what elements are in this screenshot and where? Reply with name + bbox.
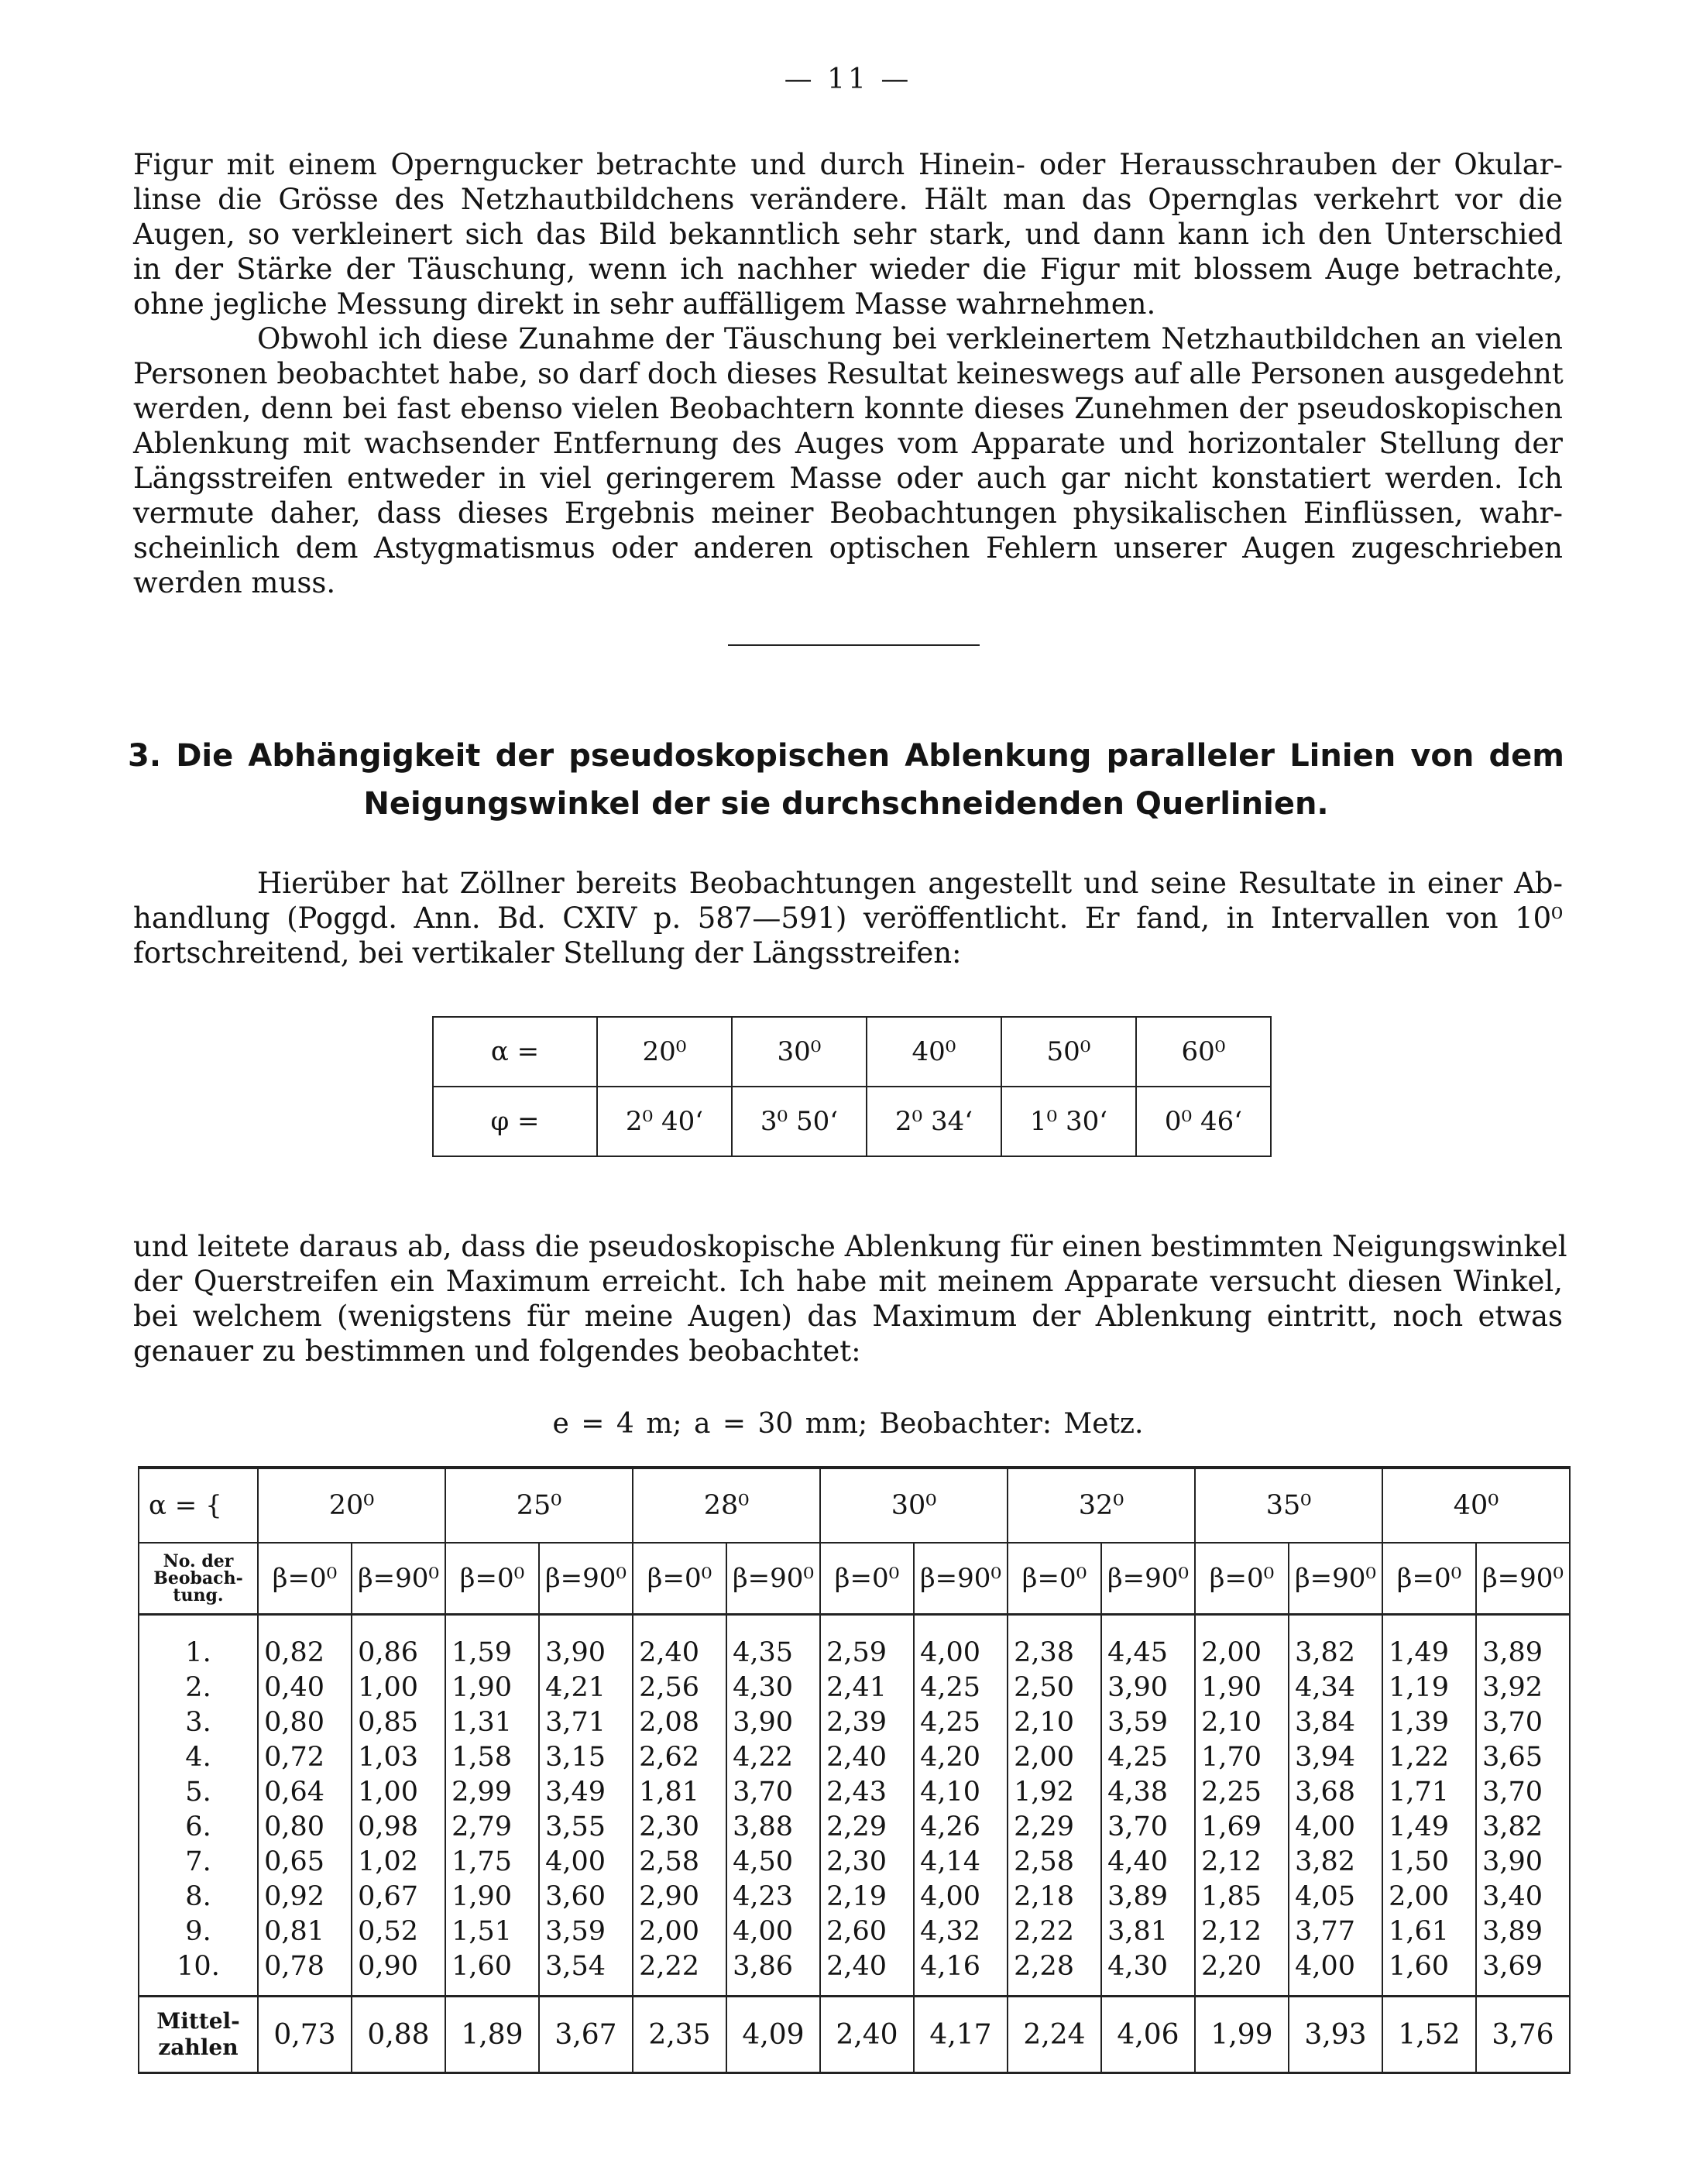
table-cell: 3,68 — [1289, 1775, 1382, 1810]
paragraph-4 — [133, 1229, 1567, 1368]
table-cell: 4,30 — [726, 1671, 820, 1705]
table-cell: 3,89 — [1101, 1880, 1195, 1914]
table-cell: 3,59 — [1101, 1705, 1195, 1740]
table-cell: 0,82 — [258, 1615, 352, 1671]
text-line: fortschreitend, bei vertikaler Stellung der Längsstreifen: — [133, 936, 962, 970]
table-cell: 3,70 — [1476, 1775, 1570, 1810]
table-cell: 0,52 — [352, 1914, 445, 1949]
table-cell: 3,70 — [726, 1775, 820, 1810]
beta-0-header: β=0⁰ — [1382, 1543, 1476, 1615]
table-cell: 4,00 — [726, 1914, 820, 1949]
table-cell: 1,85 — [1195, 1880, 1289, 1914]
table-cell: 1,02 — [352, 1845, 445, 1880]
table-cell: 4,25 — [914, 1671, 1008, 1705]
table-cell: 1,39 — [1382, 1705, 1476, 1740]
text-line: scheinlich dem Astygmatismus oder anderen optischen Fehlern unserer Augen zugeschrieben — [133, 531, 1563, 565]
beta-0-header: β=0⁰ — [258, 1543, 352, 1615]
table-cell: 3,90 — [1101, 1671, 1195, 1705]
table-row — [139, 1880, 1570, 1914]
table-cell: 3,60 — [539, 1880, 633, 1914]
table-row — [139, 1671, 1570, 1705]
table-cell: 4,00 — [914, 1615, 1008, 1671]
table-cell: 3,86 — [726, 1949, 820, 1997]
mean-value: 3,76 — [1476, 1997, 1570, 2073]
table-cell: 4,50 — [726, 1845, 820, 1880]
text-line: werden, denn bei fast ebenso vielen Beobachtern konnte dieses Zunehmen der pseudoskopischen — [133, 392, 1563, 425]
table-row — [139, 1810, 1570, 1845]
section-heading-line-1: 3. Die Abhängigkeit der pseudoskopischen Ablenkung paralleler Linien von dem — [128, 738, 1564, 774]
observation-number-header: No. der Beobach-tung. — [139, 1543, 258, 1615]
table-cell: 4,23 — [726, 1880, 820, 1914]
table-cell: 4,21 — [539, 1671, 633, 1705]
table-cell: 0,85 — [352, 1705, 445, 1740]
mean-value: 3,93 — [1289, 1997, 1382, 2073]
text-line: werden muss. — [133, 566, 336, 599]
table-cell: 4,22 — [726, 1740, 820, 1775]
table-cell: 2,41 — [820, 1671, 914, 1705]
table-cell: 4,35 — [726, 1615, 820, 1671]
table-cell: 1,71 — [1382, 1775, 1476, 1810]
table-cell: 4,10 — [914, 1775, 1008, 1810]
text-line: Augen, so verkleinert sich das Bild bekanntlich sehr stark, und dann kann ich den Unterschied — [133, 218, 1563, 251]
table-cell: 0,86 — [352, 1615, 445, 1671]
mean-value: 2,24 — [1008, 1997, 1101, 2073]
table-cell: 4,00 — [914, 1880, 1008, 1914]
table-cell: 2,28 — [1008, 1949, 1101, 1997]
mean-value: 2,35 — [633, 1997, 726, 2073]
text-line: in der Stärke der Täuschung, wenn ich nachher wieder die Figur mit blossem Auge betrachte, — [133, 252, 1563, 286]
table-cell: 0,67 — [352, 1880, 445, 1914]
angle-header: 28⁰ — [633, 1468, 820, 1543]
mean-value: 0,73 — [258, 1997, 352, 2073]
beta-0-header: β=0⁰ — [1195, 1543, 1289, 1615]
table-cell: 0,92 — [258, 1880, 352, 1914]
mean-value: 1,52 — [1382, 1997, 1476, 2073]
table-row — [139, 1705, 1570, 1740]
table-cell: 1,00 — [352, 1775, 445, 1810]
table-cell: 2,43 — [820, 1775, 914, 1810]
table-cell: 3,54 — [539, 1949, 633, 1997]
beta-0-header: β=0⁰ — [445, 1543, 539, 1615]
table-cell: 2,00 — [1195, 1615, 1289, 1671]
table-cell: 2,58 — [1008, 1845, 1101, 1880]
beta-90-header: β=90⁰ — [352, 1543, 445, 1615]
observation-number: 5. — [139, 1775, 258, 1810]
table-cell: 1,59 — [445, 1615, 539, 1671]
angle-header: 40⁰ — [1382, 1468, 1570, 1543]
beta-90-header: β=90⁰ — [1101, 1543, 1195, 1615]
table-row — [139, 1845, 1570, 1880]
text-line: handlung (Poggd. Ann. Bd. CXIV p. 587—591) veröffentlicht. Er fand, in Intervallen von 10⁰ — [133, 901, 1563, 935]
angle-header: 30⁰ — [820, 1468, 1008, 1543]
table-cell: 2,62 — [633, 1740, 726, 1775]
table-cell: 1,49 — [1382, 1615, 1476, 1671]
text-line: bei welchem (wenigstens für meine Augen) das Maximum der Ablenkung eintritt, noch etwas — [133, 1300, 1563, 1333]
table-cell: 2,08 — [633, 1705, 726, 1740]
table-cell: 2,20 — [1195, 1949, 1289, 1997]
table-cell: 2,22 — [633, 1949, 726, 1997]
zoellner-alpha-value: 30⁰ — [732, 1017, 867, 1087]
paragraph-3 — [133, 866, 1563, 970]
table-row — [139, 1775, 1570, 1810]
table-cell: 3,82 — [1289, 1615, 1382, 1671]
table-cell: 2,25 — [1195, 1775, 1289, 1810]
table-cell: 2,40 — [820, 1949, 914, 1997]
zoellner-alpha-value: 20⁰ — [597, 1017, 732, 1087]
table-cell: 3,59 — [539, 1914, 633, 1949]
table-cell: 4,40 — [1101, 1845, 1195, 1880]
table-cell: 3,90 — [1476, 1845, 1570, 1880]
table-cell: 0,98 — [352, 1810, 445, 1845]
beta-90-header: β=90⁰ — [1289, 1543, 1382, 1615]
table-cell: 2,00 — [1008, 1740, 1101, 1775]
paragraph-2 — [133, 321, 1563, 600]
table-cell: 2,29 — [820, 1810, 914, 1845]
section-heading-line-2: Neigungswinkel der sie durchschneidenden Querlinien. — [363, 786, 1329, 822]
table-cell: 2,12 — [1195, 1914, 1289, 1949]
table-cell: 3,81 — [1101, 1914, 1195, 1949]
table-cell: 1,60 — [445, 1949, 539, 1997]
table-cell: 4,32 — [914, 1914, 1008, 1949]
table-cell: 4,05 — [1289, 1880, 1382, 1914]
table-cell: 4,25 — [914, 1705, 1008, 1740]
table-cell: 2,40 — [633, 1615, 726, 1671]
mean-label: Mittel-zahlen — [139, 1997, 258, 2073]
table-cell: 1,92 — [1008, 1775, 1101, 1810]
table-cell: 1,90 — [445, 1880, 539, 1914]
observation-number: 8. — [139, 1880, 258, 1914]
observation-table — [138, 1466, 1571, 2074]
table-cell: 1,75 — [445, 1845, 539, 1880]
table-cell: 3,90 — [539, 1615, 633, 1671]
table-cell: 1,31 — [445, 1705, 539, 1740]
table-cell: 1,90 — [1195, 1671, 1289, 1705]
table-cell: 2,40 — [820, 1740, 914, 1775]
table-cell: 0,90 — [352, 1949, 445, 1997]
table-cell: 4,45 — [1101, 1615, 1195, 1671]
table-row — [139, 1914, 1570, 1949]
text-line: Längsstreifen entweder in viel geringerem Masse oder auch gar nicht konstatiert werden. Ich — [133, 462, 1563, 495]
table-cell: 4,00 — [1289, 1949, 1382, 1997]
table-cell: 2,29 — [1008, 1810, 1101, 1845]
table-cell: 1,70 — [1195, 1740, 1289, 1775]
table-cell: 1,61 — [1382, 1914, 1476, 1949]
table-cell: 2,12 — [1195, 1845, 1289, 1880]
table-cell: 3,92 — [1476, 1671, 1570, 1705]
table-cell: 1,49 — [1382, 1810, 1476, 1845]
zoellner-alpha-value: 60⁰ — [1136, 1017, 1271, 1087]
table-cell: 3,89 — [1476, 1914, 1570, 1949]
table-cell: 4,38 — [1101, 1775, 1195, 1810]
zoellner-phi-label: φ = — [433, 1087, 597, 1156]
table-cell: 4,26 — [914, 1810, 1008, 1845]
section-heading — [128, 732, 1564, 828]
table-cell: 2,58 — [633, 1845, 726, 1880]
table-cell: 4,30 — [1101, 1949, 1195, 1997]
angle-header: 32⁰ — [1008, 1468, 1195, 1543]
table-cell: 4,25 — [1101, 1740, 1195, 1775]
table-cell: 2,90 — [633, 1880, 726, 1914]
table-cell: 2,30 — [820, 1845, 914, 1880]
table-cell: 4,16 — [914, 1949, 1008, 1997]
table-cell: 2,60 — [820, 1914, 914, 1949]
alpha-label: α = { — [139, 1468, 258, 1543]
angle-header: 25⁰ — [445, 1468, 633, 1543]
table-cell: 2,56 — [633, 1671, 726, 1705]
observation-number: 3. — [139, 1705, 258, 1740]
observation-number: 7. — [139, 1845, 258, 1880]
table-row — [139, 1949, 1570, 1997]
table-cell: 1,60 — [1382, 1949, 1476, 1997]
table-cell: 3,69 — [1476, 1949, 1570, 1997]
table-cell: 2,99 — [445, 1775, 539, 1810]
mean-value: 1,89 — [445, 1997, 539, 2073]
table-cell: 0,65 — [258, 1845, 352, 1880]
observation-number: 2. — [139, 1671, 258, 1705]
text-line: vermute daher, dass dieses Ergebnis meiner Beobachtungen physikalischen Einflüssen, wahr- — [133, 496, 1563, 530]
table-cell: 1,22 — [1382, 1740, 1476, 1775]
table-cell: 2,79 — [445, 1810, 539, 1845]
table-cell: 3,70 — [1101, 1810, 1195, 1845]
table-cell: 2,39 — [820, 1705, 914, 1740]
mean-value: 3,67 — [539, 1997, 633, 2073]
experiment-parameters: e = 4 m; a = 30 mm; Beobachter: Metz. — [552, 1408, 1144, 1440]
table-cell: 2,38 — [1008, 1615, 1101, 1671]
table-cell: 1,51 — [445, 1914, 539, 1949]
table-cell: 3,84 — [1289, 1705, 1382, 1740]
mean-value: 0,88 — [352, 1997, 445, 2073]
zoellner-phi-value: 0⁰ 46‘ — [1136, 1087, 1271, 1156]
beta-0-header: β=0⁰ — [820, 1543, 914, 1615]
observation-number: 1. — [139, 1615, 258, 1671]
table-cell: 3,89 — [1476, 1615, 1570, 1671]
table-cell: 3,40 — [1476, 1880, 1570, 1914]
table-cell: 1,69 — [1195, 1810, 1289, 1845]
observation-number: 6. — [139, 1810, 258, 1845]
table-cell: 0,78 — [258, 1949, 352, 1997]
table-cell: 3,94 — [1289, 1740, 1382, 1775]
table-cell: 4,00 — [1289, 1810, 1382, 1845]
table-cell: 3,90 — [726, 1705, 820, 1740]
table-cell: 0,72 — [258, 1740, 352, 1775]
table-row — [139, 1740, 1570, 1775]
table-cell: 3,49 — [539, 1775, 633, 1810]
table-cell: 2,59 — [820, 1615, 914, 1671]
zoellner-alpha-value: 40⁰ — [867, 1017, 1001, 1087]
table-cell: 4,14 — [914, 1845, 1008, 1880]
table-cell: 1,19 — [1382, 1671, 1476, 1705]
table-cell: 0,80 — [258, 1705, 352, 1740]
mean-value: 4,06 — [1101, 1997, 1195, 2073]
table-cell: 2,50 — [1008, 1671, 1101, 1705]
angle-header: 35⁰ — [1195, 1468, 1382, 1543]
zoellner-alpha-label: α = — [433, 1017, 597, 1087]
table-cell: 3,77 — [1289, 1914, 1382, 1949]
table-cell: 2,18 — [1008, 1880, 1101, 1914]
text-line: genauer zu bestimmen und folgendes beobachtet: — [133, 1334, 861, 1368]
table-cell: 3,71 — [539, 1705, 633, 1740]
table-cell: 3,15 — [539, 1740, 633, 1775]
observation-number: 4. — [139, 1740, 258, 1775]
table-cell: 2,10 — [1008, 1705, 1101, 1740]
table-cell: 3,82 — [1476, 1810, 1570, 1845]
observation-number: 10. — [139, 1949, 258, 1997]
table-cell: 3,82 — [1289, 1845, 1382, 1880]
page-number: — 11 — — [784, 64, 912, 95]
table-cell: 0,81 — [258, 1914, 352, 1949]
mean-value: 2,40 — [820, 1997, 914, 2073]
text-line: der Querstreifen ein Maximum erreicht. Ich habe mit meinem Apparate versucht diesen Winkel, — [133, 1265, 1563, 1298]
table-cell: 2,22 — [1008, 1914, 1101, 1949]
table-cell: 0,64 — [258, 1775, 352, 1810]
table-cell: 3,70 — [1476, 1705, 1570, 1740]
table-cell: 1,00 — [352, 1671, 445, 1705]
angle-header: 20⁰ — [258, 1468, 445, 1543]
mean-value: 4,09 — [726, 1997, 820, 2073]
zoellner-alpha-value: 50⁰ — [1001, 1017, 1136, 1087]
table-cell: 3,88 — [726, 1810, 820, 1845]
section-divider — [728, 644, 980, 646]
table-cell: 1,81 — [633, 1775, 726, 1810]
table-cell: 1,50 — [1382, 1845, 1476, 1880]
text-line: linse die Grösse des Netzhautbildchens verändere. Hält man das Opernglas verkehrt vor die — [133, 183, 1563, 216]
mean-row — [139, 1997, 1570, 2073]
table-cell: 2,10 — [1195, 1705, 1289, 1740]
table-cell: 2,19 — [820, 1880, 914, 1914]
text-line: und leitete daraus ab, dass die pseudoskopische Ablenkung für einen bestimmten Neigungswinkel — [133, 1230, 1567, 1263]
table-cell: 4,34 — [1289, 1671, 1382, 1705]
text-line: ohne jegliche Messung direkt in sehr auffälligem Masse wahrnehmen. — [133, 287, 1156, 321]
beta-90-header: β=90⁰ — [1476, 1543, 1570, 1615]
table-cell: 4,20 — [914, 1740, 1008, 1775]
table-row — [139, 1615, 1570, 1671]
beta-0-header: β=0⁰ — [633, 1543, 726, 1615]
zoellner-table — [432, 1016, 1272, 1157]
text-line: Hierüber hat Zöllner bereits Beobachtungen angestellt und seine Resultate in einer Ab- — [257, 867, 1563, 900]
table-cell: 0,80 — [258, 1810, 352, 1845]
table-cell: 2,00 — [1382, 1880, 1476, 1914]
text-line: Figur mit einem Operngucker betrachte und durch Hinein- oder Herausschrauben der Okular- — [133, 148, 1563, 181]
table-cell: 3,55 — [539, 1810, 633, 1845]
text-line: Personen beobachtet habe, so darf doch dieses Resultat keineswegs auf alle Personen ausgedehnt — [133, 357, 1564, 390]
table-cell: 0,40 — [258, 1671, 352, 1705]
observation-number: 9. — [139, 1914, 258, 1949]
zoellner-phi-value: 2⁰ 40‘ — [597, 1087, 732, 1156]
mean-value: 1,99 — [1195, 1997, 1289, 2073]
table-cell: 2,00 — [633, 1914, 726, 1949]
paragraph-1 — [133, 147, 1563, 321]
table-cell: 2,30 — [633, 1810, 726, 1845]
mean-value: 4,17 — [914, 1997, 1008, 2073]
table-cell: 3,65 — [1476, 1740, 1570, 1775]
text-line: Ablenkung mit wachsender Entfernung des Auges vom Apparate und horizontaler Stellung der — [133, 427, 1563, 460]
zoellner-phi-value: 2⁰ 34‘ — [867, 1087, 1001, 1156]
table-cell: 4,00 — [539, 1845, 633, 1880]
beta-90-header: β=90⁰ — [539, 1543, 633, 1615]
table-cell: 1,58 — [445, 1740, 539, 1775]
table-cell: 1,90 — [445, 1671, 539, 1705]
beta-90-header: β=90⁰ — [726, 1543, 820, 1615]
beta-0-header: β=0⁰ — [1008, 1543, 1101, 1615]
beta-90-header: β=90⁰ — [914, 1543, 1008, 1615]
table-cell: 1,03 — [352, 1740, 445, 1775]
zoellner-phi-value: 1⁰ 30‘ — [1001, 1087, 1136, 1156]
text-line: Obwohl ich diese Zunahme der Täuschung bei verkleinertem Netzhautbildchen an vielen — [257, 322, 1563, 355]
zoellner-phi-value: 3⁰ 50‘ — [732, 1087, 867, 1156]
